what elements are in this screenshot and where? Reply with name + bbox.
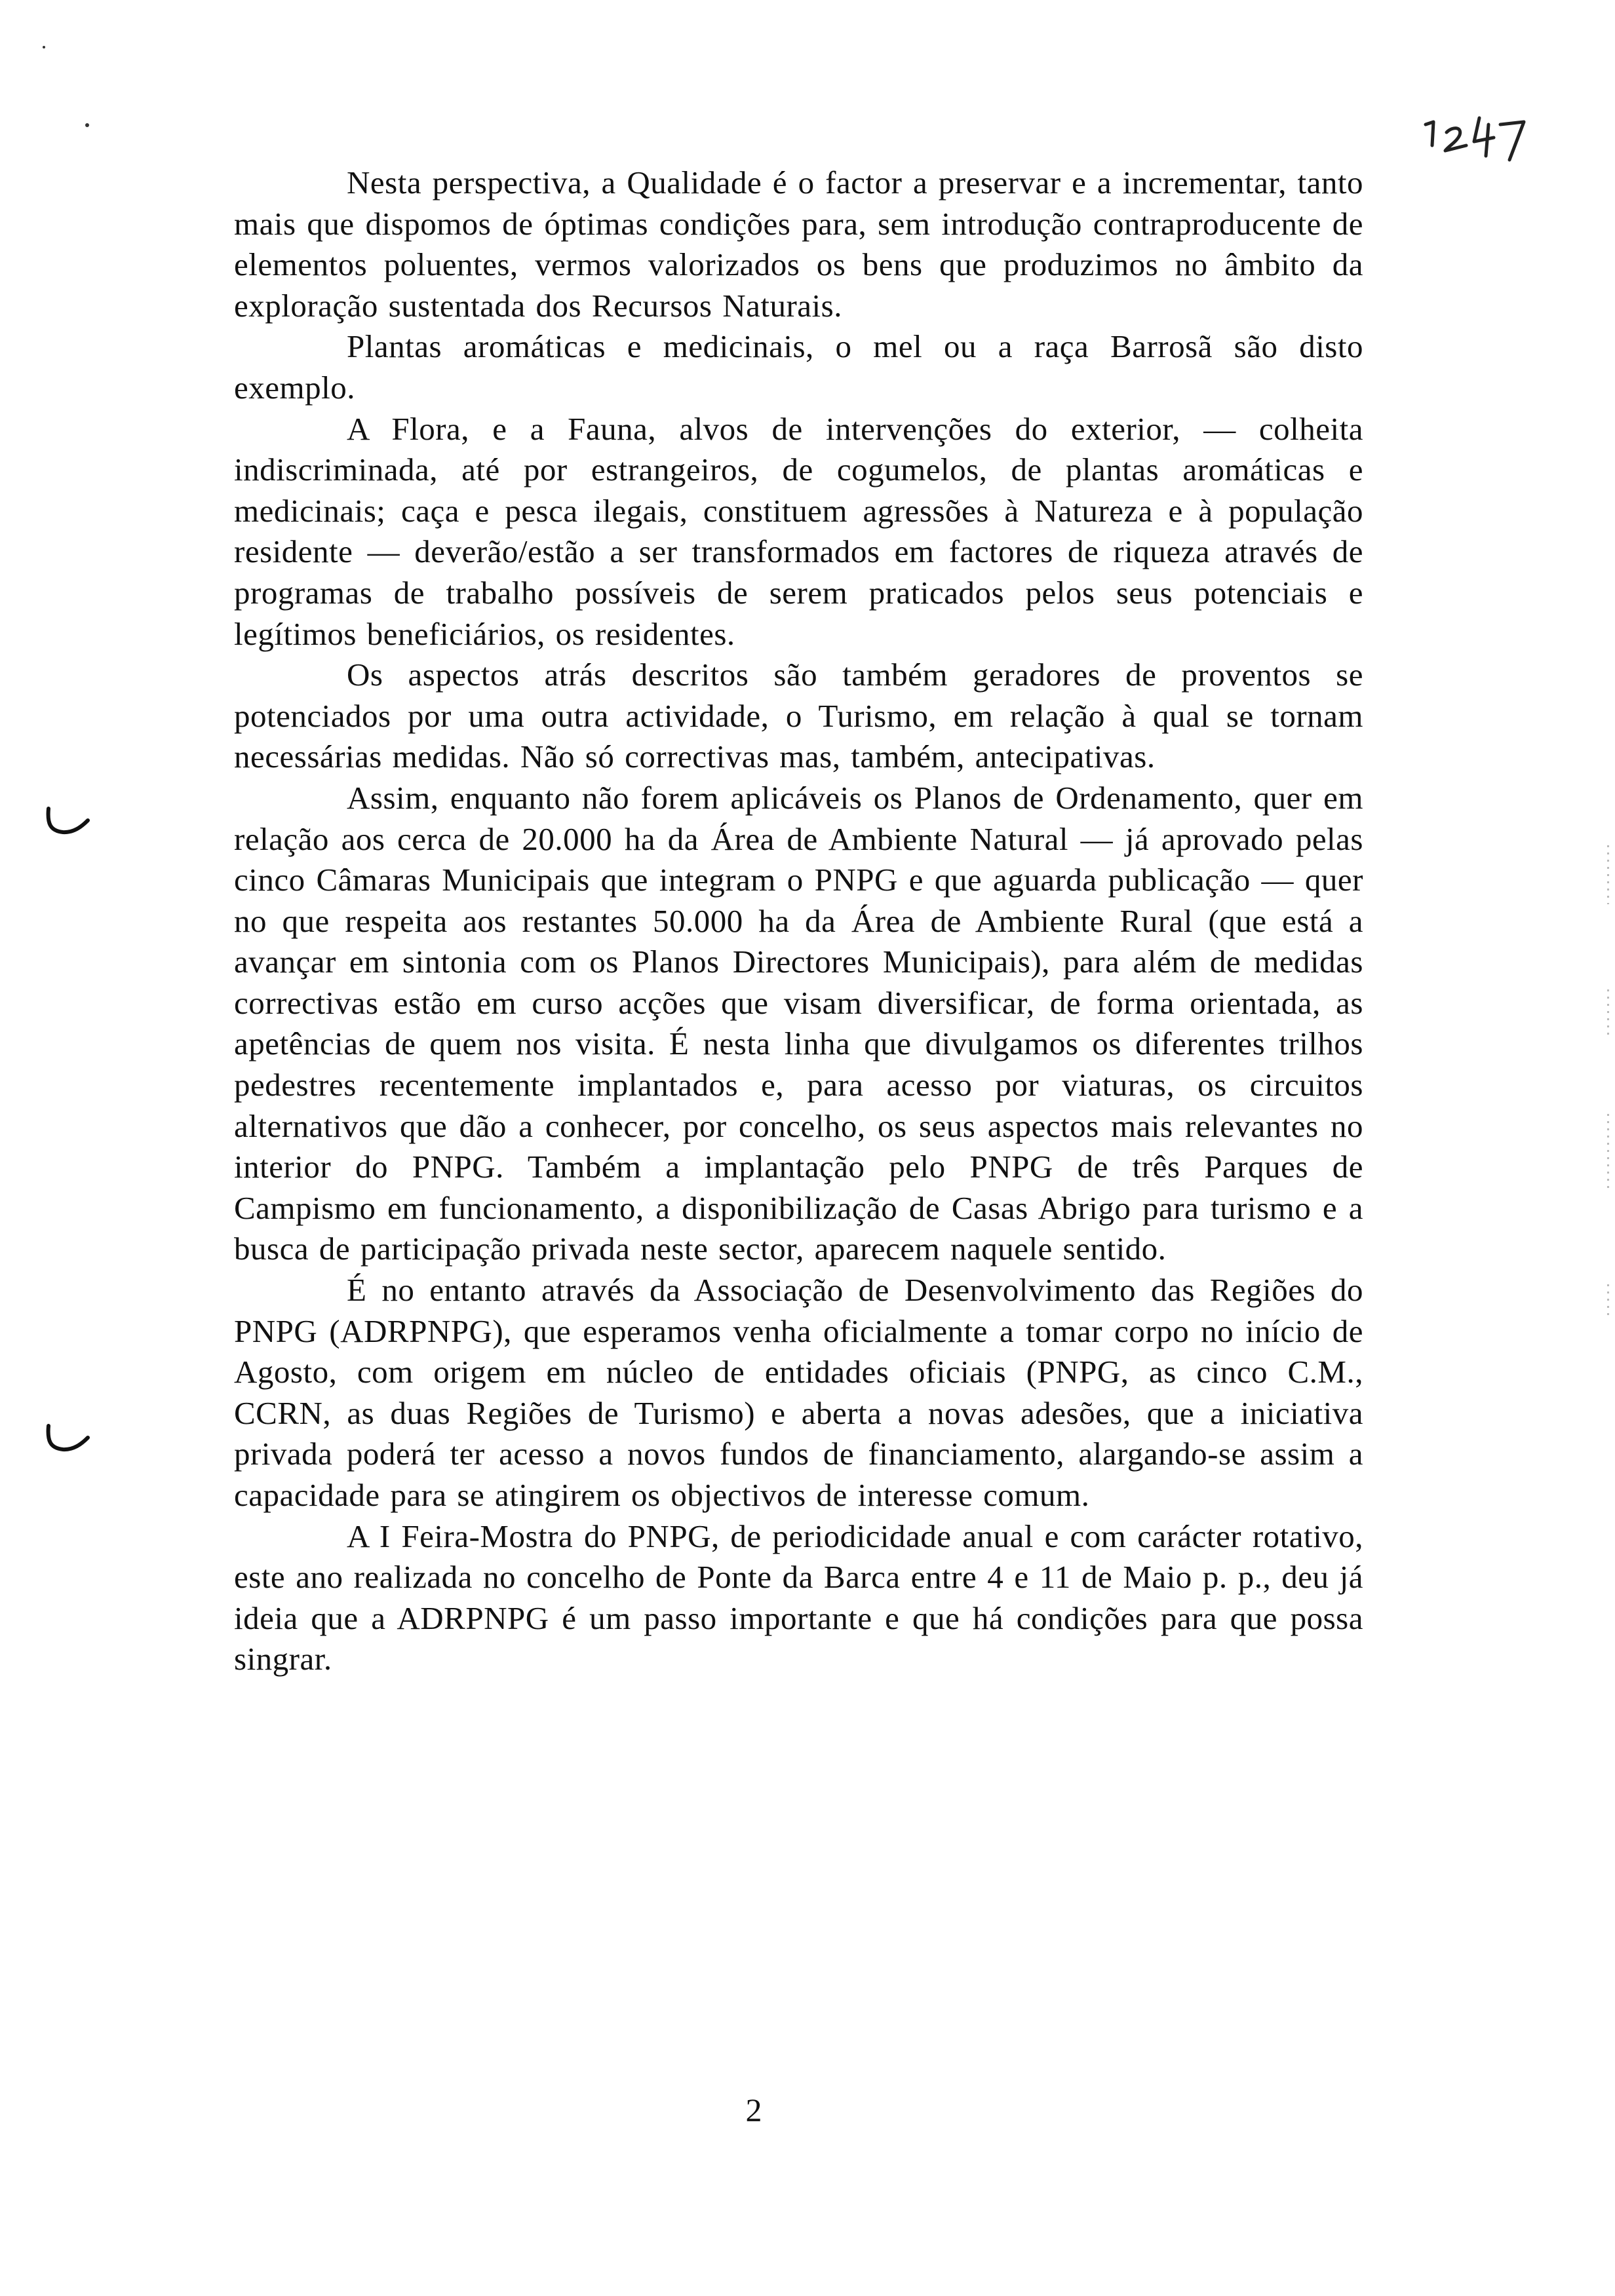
scan-edge-artifact [1607,845,1609,904]
scan-edge-artifact [1607,989,1609,1035]
scan-speck [85,123,89,127]
paragraph: Os aspectos atrás descritos são também geradores de proventos se potenciados por uma outra actividade, o Turismo, em relação à qual se tornam necessárias medidas. Não só correctivas mas, também, antecipativas. [234,657,1363,775]
paragraph: A Flora, e a Fauna, alvos de intervenções do exterior, — colheita indiscriminada, até por estrangeiros, de cogumelos, de plantas aromáticas e medicinais; caça e pesca ilegais, constituem agressões à Natureza e à população residente — deverão/estão a ser transformados em factores de riqueza através de programas de trabalho possíveis de serem praticados pelos seus potenciais e legítimos beneficiários, os residentes. [234,410,1363,652]
body-text [234,163,1363,1680]
margin-tick-mark [41,803,93,843]
scan-edge-artifact [1607,1114,1609,1193]
scan-edge-artifact [1607,1284,1609,1317]
scan-speck [43,46,45,48]
paragraph: É no entanto através da Associação de Desenvolvimento das Regiões do PNPG (ADRPNPG), que esperamos venha oficialmente a tomar corpo no início de Agosto, com origem em núcleo de entidades oficiais (PNPG, as cinco C.M., CCRN, as duas Regiões de Turismo) e aberta a novas adesões, que a iniciativa privada poderá ter acesso a novos fundos de financiamento, alargando-se assim a capacidade para se atingirem os objectivos de interesse comum. [234,1272,1363,1513]
handwritten-annotation [1419,105,1530,164]
page-number: 2 [745,2092,762,2128]
paragraph: Nesta perspectiva, a Qualidade é o factor a preservar e a incrementar, tanto mais que dispomos de óptimas condições para, sem introdução contraproducente de elementos poluentes, vermos valorizados os bens que produzimos no âmbito da exploração sustentada dos Recursos Naturais. [234,164,1363,324]
paragraph: A I Feira-Mostra do PNPG, de periodicidade anual e com carácter rotativo, este ano realizada no concelho de Ponte da Barca entre 4 e 11 de Maio p. p., deu já ideia que a ADRPNPG é um passo importante e que há condições para que possa singrar. [234,1518,1363,1677]
margin-tick-mark [41,1421,93,1460]
paragraph: Plantas aromáticas e medicinais, o mel ou a raça Barrosã são disto exemplo. [234,328,1363,406]
paragraph: Assim, enquanto não forem aplicáveis os Planos de Ordenamento, quer em relação aos cerca de 20.000 ha da Área de Ambiente Natural — já aprovado pelas cinco Câmaras Municipais que integram o PNPG e que aguarda publicação — quer no que respeita aos restantes 50.000 ha da Área de Ambiente Rural (que está a avançar em sintonia com os Planos Directores Municipais), para além de medidas correctivas estão em curso acções que visam diversificar, de forma orientada, as apetências de quem nos visita. É nesta linha que divulgamos os diferentes trilhos pedestres recentemente implantados e, para acesso por viaturas, os circuitos alternativos que dão a conhecer, por concelho, os seus aspectos mais relevantes no interior do PNPG. Também a implantação pelo PNPG de três Parques de Campismo em funcionamento, a disponibilização de Casas Abrigo para turismo e a busca de participação privada neste sector, aparecem naquele sentido. [234,779,1363,1267]
